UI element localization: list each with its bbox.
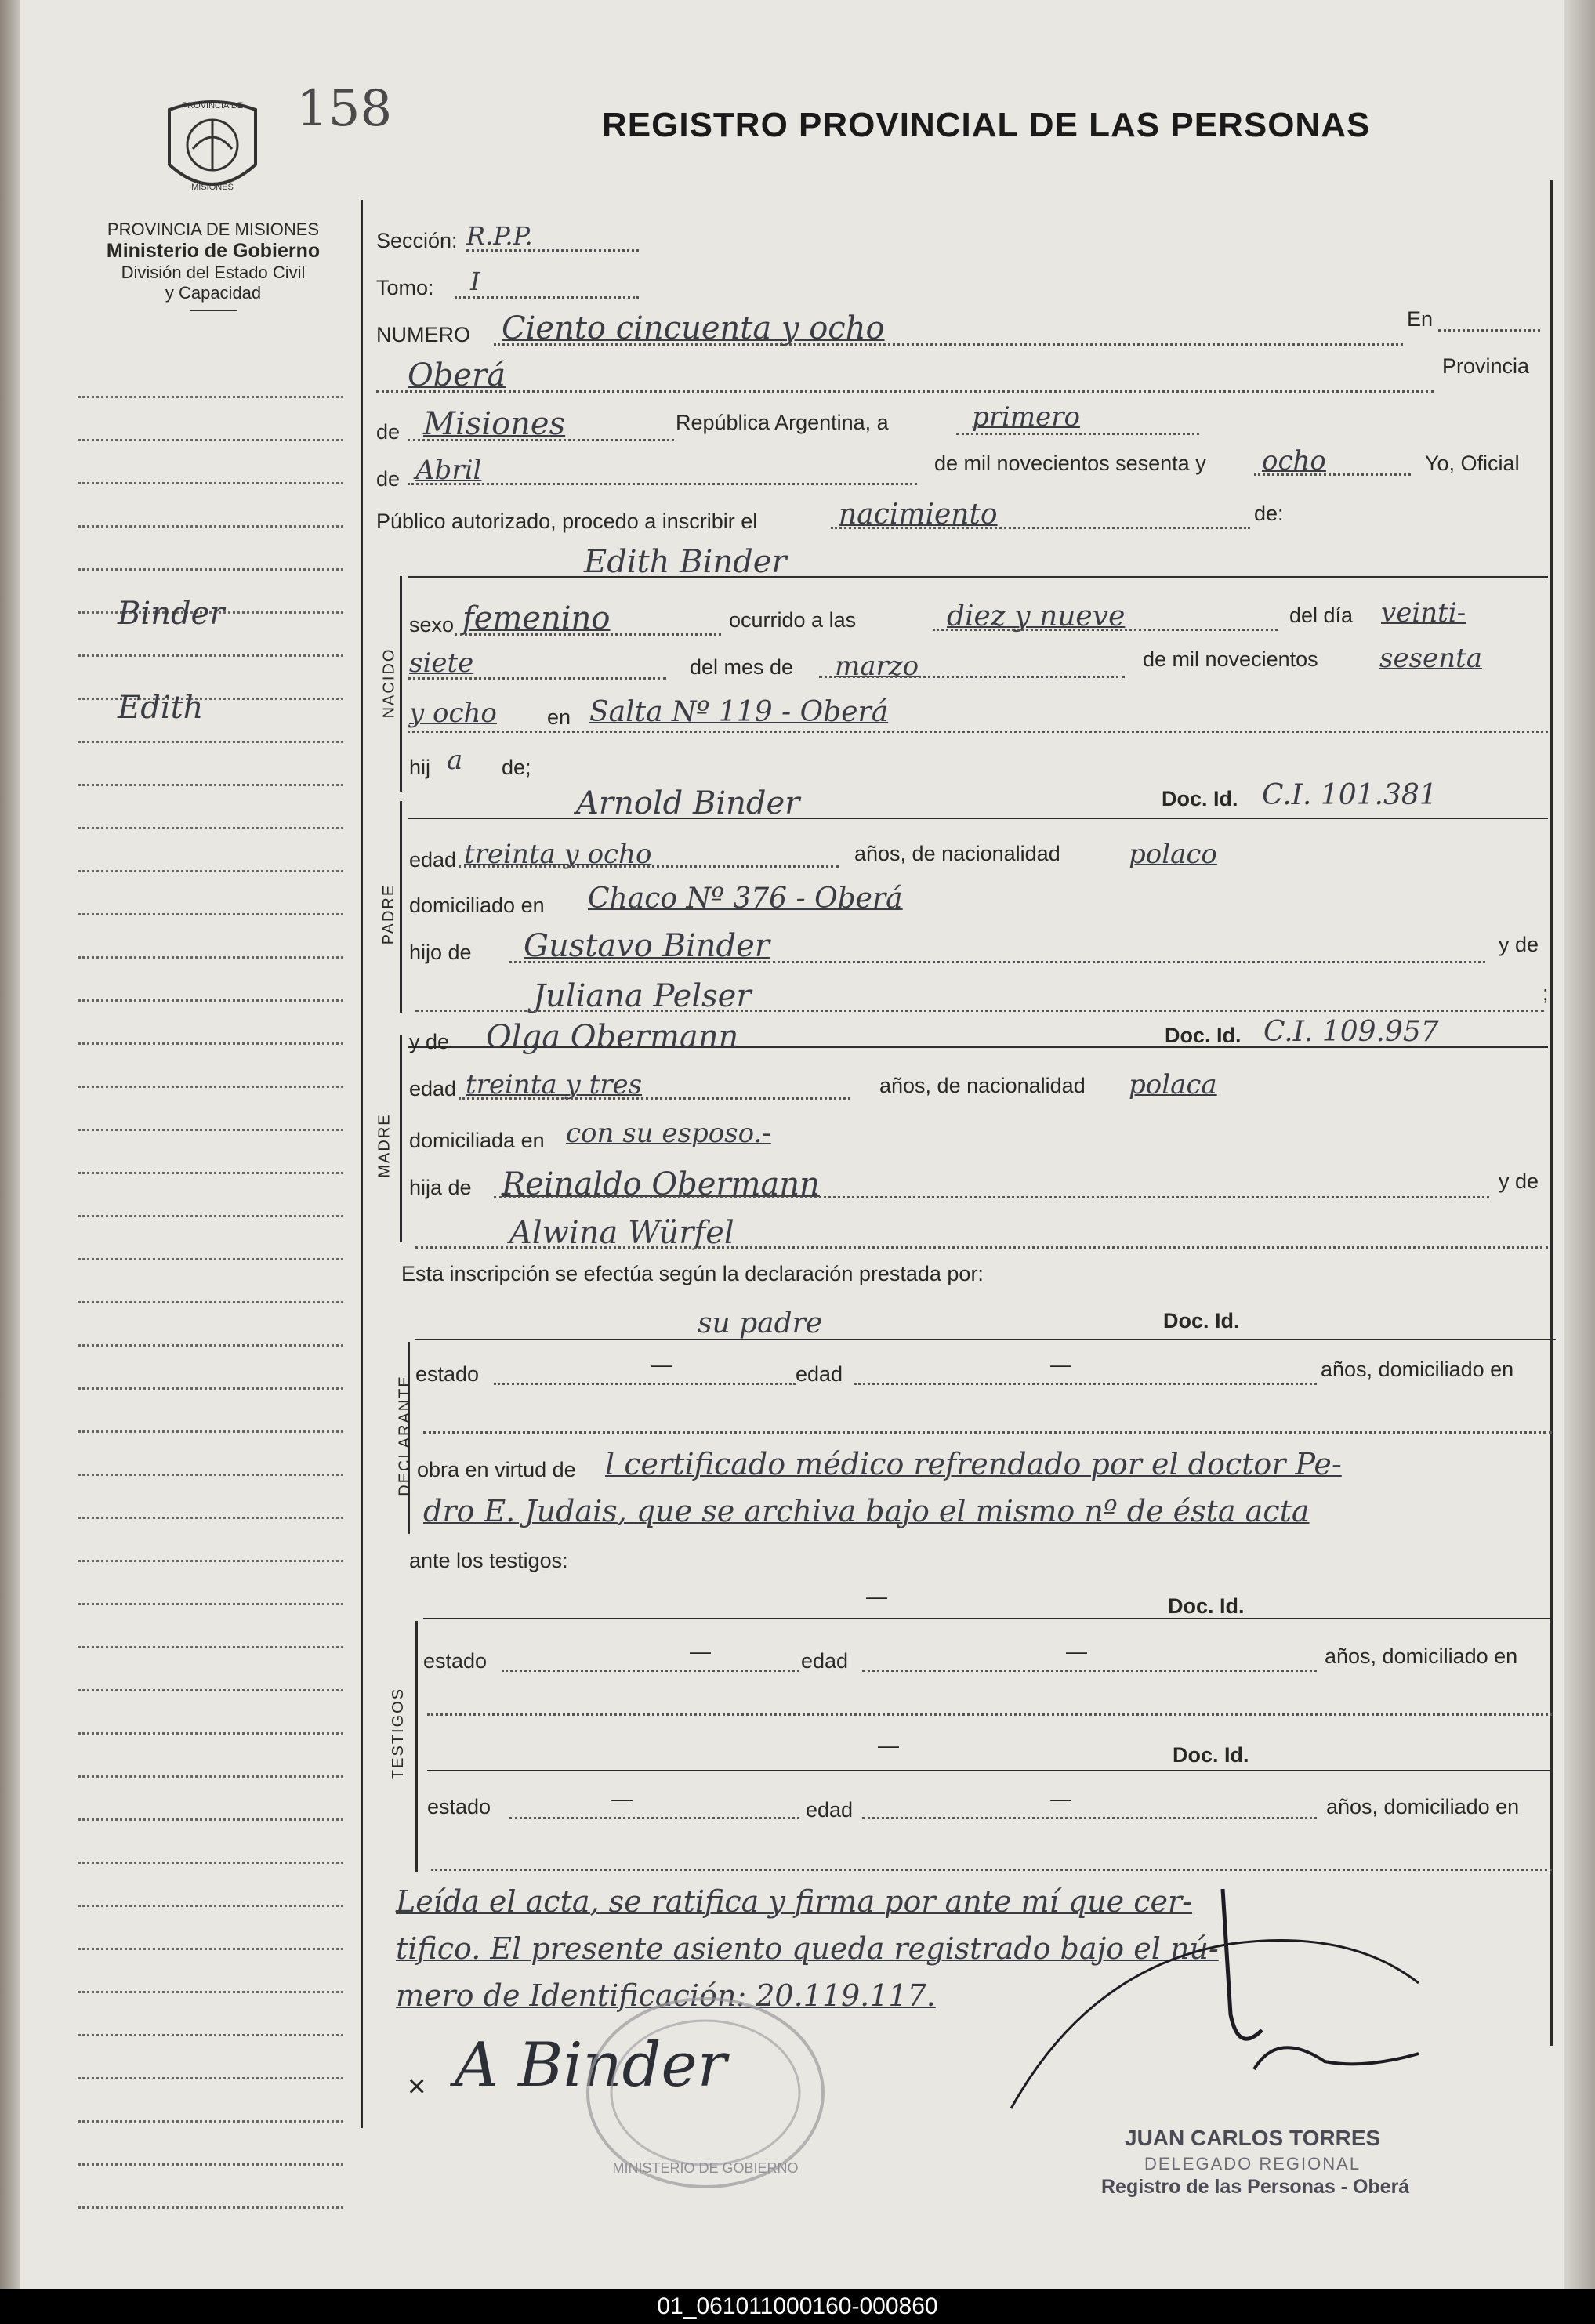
- madre-edad-value: treinta y tres: [466, 1069, 643, 1100]
- testigo1-estado-label: estado: [423, 1649, 488, 1673]
- declarante-side-label: DECLARANTE: [396, 1375, 414, 1496]
- en-label: En: [1407, 307, 1434, 331]
- testigo2-estado-dash: —: [611, 1787, 633, 1811]
- seal-text-top: PROVINCIA DE: [181, 101, 244, 111]
- page-title: REGISTRO PROVINCIAL DE LAS PERSONAS: [602, 106, 1371, 144]
- acto-value: nacimiento: [839, 499, 998, 531]
- nacido-anio-value: sesenta: [1379, 643, 1482, 674]
- declarante-edad-value: —: [1050, 1353, 1071, 1376]
- numero-label: NUMERO: [376, 323, 470, 346]
- page-edge: [1564, 0, 1595, 2289]
- nacido-side-label: NACIDO: [380, 647, 398, 719]
- agency-division: División del Estado Civil: [121, 263, 306, 282]
- testigo1-edad-dash: —: [1066, 1640, 1087, 1663]
- oficial-cargo: DELEGADO REGIONAL: [1144, 2154, 1361, 2174]
- seal-text-bottom: MISIONES: [191, 183, 234, 192]
- official-stamp-icon: [580, 1991, 831, 2195]
- nacido-lugar-value: Salta Nº 119 - Oberá: [589, 696, 889, 728]
- madre-nombre: Olga Obermann: [486, 1019, 739, 1055]
- de-label: de: [376, 420, 401, 444]
- agency-province: PROVINCIA DE MISIONES: [107, 219, 320, 239]
- padre-edad-label: edad: [409, 848, 457, 872]
- declarante-estado-value: —: [651, 1353, 672, 1376]
- padre-hijo-label: hijo de: [409, 941, 472, 964]
- provincia-value: Misiones: [423, 406, 566, 442]
- declarante-doc-label: Doc. Id.: [1163, 1309, 1240, 1332]
- padre-doc-label: Doc. Id.: [1162, 787, 1238, 810]
- sexo-label: sexo: [409, 613, 455, 636]
- book-spine: [0, 0, 20, 2289]
- official-signature-icon: [995, 1873, 1434, 2124]
- madre-y-de-label: y de: [1499, 1169, 1539, 1193]
- ciudad-value: Oberá: [408, 357, 506, 393]
- obra-value-2: dro E. Judais, que se archiva bajo el mismo nº de ésta acta: [423, 1494, 1310, 1528]
- declarante-estado-label: estado: [415, 1362, 480, 1386]
- mil-label: de mil novecientos: [1143, 647, 1318, 671]
- cierre-linea-3: mero de Identificación: 20.119.117.: [396, 1978, 936, 2013]
- padre-anios-label: años, de nacionalidad: [854, 842, 1060, 865]
- padre-edad-value: treinta y ocho: [464, 839, 652, 870]
- del-dia-label: del día: [1289, 604, 1354, 627]
- testigo1-estado-dash: —: [690, 1640, 711, 1663]
- madre-hija-label: hija de: [409, 1176, 472, 1199]
- seccion-value: R.P.P.: [466, 221, 533, 251]
- madre-y-de-label: y de: [409, 1030, 450, 1053]
- testigo1-nombre-dash: —: [866, 1585, 887, 1608]
- provincia-label: Provincia: [1442, 354, 1530, 378]
- tomo-value: I: [470, 266, 480, 296]
- testigo2-edad-dash: —: [1050, 1787, 1071, 1811]
- testigo2-anios-label: años, domiciliado en: [1326, 1795, 1520, 1818]
- hij-value: a: [447, 745, 463, 776]
- agency-block: [72, 219, 354, 311]
- numero-value: Ciento cincuenta y ocho: [502, 310, 885, 346]
- obra-label: obra en virtud de: [417, 1458, 576, 1481]
- fecha-dia-value: primero: [972, 401, 1080, 433]
- agency-capacidad: y Capacidad: [165, 283, 262, 303]
- nacido-nombre: Edith Binder: [584, 544, 787, 580]
- testigo1-anios-label: años, domiciliado en: [1325, 1644, 1518, 1668]
- testigos-intro: ante los testigos:: [409, 1549, 568, 1572]
- anio-value: ocho: [1262, 445, 1326, 477]
- padre-side-label: PADRE: [380, 883, 398, 945]
- padre-madre-nombre: Juliana Pelser: [533, 978, 752, 1014]
- madre-doc-value: C.I. 109.957: [1263, 1016, 1439, 1048]
- declarante-signature: A Binder: [455, 2030, 727, 2101]
- declarante-nombre: su padre: [698, 1307, 823, 1340]
- madre-dom-value: con su esposo.-: [566, 1118, 771, 1149]
- cierre-linea-1: Leída el acta, se ratifica y firma por ante mí que cer-: [396, 1884, 1192, 1919]
- padre-nombre: Arnold Binder: [576, 785, 800, 821]
- padre-y-de-label: y de: [1499, 933, 1539, 956]
- nacido-en-label: en: [547, 705, 571, 729]
- madre-edad-label: edad: [409, 1077, 457, 1100]
- madre-dom-label: domiciliada en: [409, 1129, 545, 1152]
- fecha-mes-value: Abril: [415, 455, 482, 486]
- province-seal-icon: [161, 94, 263, 204]
- padre-dom-value: Chaco Nº 376 - Oberá: [588, 883, 903, 915]
- agency-divider: [190, 310, 237, 311]
- padre-semicolon: ;: [1542, 981, 1549, 1005]
- padre-nacionalidad-value: polaco: [1129, 839, 1217, 870]
- hora-value: diez y nueve: [947, 600, 1126, 633]
- right-column-rule: [1550, 180, 1553, 2046]
- hij-de-label: de;: [502, 756, 531, 779]
- sexo-value: femenino: [462, 600, 611, 636]
- nacido-dia-value: veinti-: [1381, 597, 1466, 629]
- cierre-linea-2: tifico. El presente asiento queda registrado bajo el nú-: [396, 1931, 1219, 1966]
- image-code-footer: 01_061011000160-000860: [0, 2289, 1595, 2324]
- nacido-anio-value-2: y ocho: [409, 698, 497, 729]
- folio-number: 158: [296, 80, 393, 138]
- testigo2-estado-label: estado: [427, 1795, 491, 1818]
- madre-madre-nombre: Alwina Würfel: [509, 1215, 734, 1251]
- testigo1-doc-label: Doc. Id.: [1168, 1594, 1245, 1618]
- anio-label: de mil novecientos sesenta y: [934, 451, 1206, 475]
- testigo2-edad-label: edad: [806, 1798, 854, 1822]
- firma-x-mark: ×: [408, 2069, 426, 2104]
- madre-side-label: MADRE: [375, 1113, 393, 1178]
- madre-padre-nombre: Reinaldo Obermann: [502, 1166, 820, 1202]
- margin-given-name: Edith: [118, 690, 204, 726]
- nacido-mes-value: marzo: [835, 651, 919, 682]
- madre-anios-label: años, de nacionalidad: [879, 1074, 1086, 1097]
- tomo-label: Tomo:: [376, 276, 434, 299]
- margin-surname: Binder: [118, 596, 225, 632]
- left-column-rule: [361, 200, 363, 2128]
- agency-ministry: Ministerio de Gobierno: [106, 240, 321, 262]
- declarante-intro: Esta inscripción se efectúa según la declaración prestada por:: [401, 1262, 984, 1285]
- madre-nacionalidad-value: polaca: [1129, 1069, 1217, 1100]
- padre-padre-nombre: Gustavo Binder: [524, 928, 770, 964]
- madre-doc-label: Doc. Id.: [1165, 1024, 1242, 1047]
- hij-label: hij: [409, 756, 431, 779]
- obra-value: l certificado médico refrendado por el doctor Pe-: [605, 1447, 1342, 1481]
- padre-dom-label: domiciliado en: [409, 894, 545, 917]
- ocurrido-label: ocurrido a las: [729, 608, 857, 632]
- padre-doc-value: C.I. 101.381: [1262, 779, 1437, 811]
- oficial-nombre: JUAN CARLOS TORRES: [1125, 2126, 1381, 2150]
- publico-label: Público autorizado, procedo a inscribir el: [376, 509, 758, 533]
- seccion-label: Sección:: [376, 229, 458, 252]
- testigo1-edad-label: edad: [801, 1649, 849, 1673]
- de-label-2: de: [376, 467, 401, 491]
- testigo2-nombre-dash: —: [878, 1734, 899, 1757]
- testigo2-doc-label: Doc. Id.: [1173, 1743, 1249, 1767]
- declarante-anios-label: años, domiciliado en: [1321, 1358, 1514, 1381]
- oficial-registro: Registro de las Personas - Oberá: [1101, 2176, 1410, 2198]
- nacido-dia-value-2: siete: [409, 647, 474, 679]
- testigos-side-label: TESTIGOS: [390, 1687, 408, 1780]
- de-colon-label: de:: [1254, 502, 1284, 525]
- declarante-edad-label: edad: [796, 1362, 843, 1386]
- republica-label: República Argentina, a: [676, 411, 889, 434]
- stamp-text: MINISTERIO DE GOBIERNO: [612, 2160, 799, 2176]
- del-mes-label: del mes de: [690, 655, 794, 679]
- yo-oficial-label: Yo, Oficial: [1425, 451, 1520, 475]
